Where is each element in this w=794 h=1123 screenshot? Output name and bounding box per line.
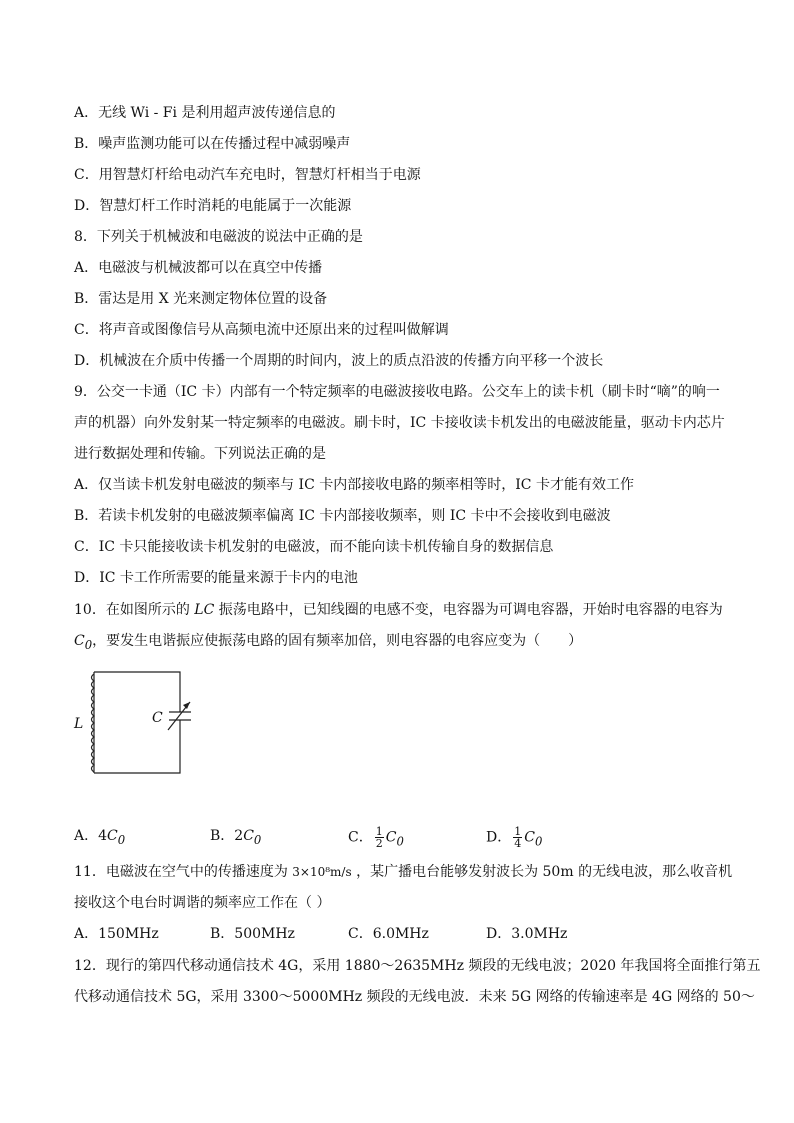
q11-stem-line-2: 接收这个电台时调谐的频率应工作在（ ） [74,895,331,911]
fraction-one-quarter: $\frac{1}{4}$ [514,825,522,850]
q8-option-c: C．将声音或图像信号从高频电流中还原出来的过程叫做解调 [74,322,449,338]
q10-option-c: C． $\frac{1}{2}$ $C_0$ [348,825,404,850]
fraction-one-half: $\frac{1}{2}$ [375,825,383,850]
q11-option-d: D．3.0MHz [486,926,568,942]
q9-option-b: B．若读卡机发射的电磁波频率偏离 IC 卡内部接收频率，则 IC 卡中不会接收到电磁波 [74,508,611,524]
q9-option-c: C．IC 卡只能接收读卡机发射的电磁波，而不能向读卡机传输自身的数据信息 [74,539,554,555]
q9-stem-line-2: 声的机器）向外发射某一特定频率的电磁波。刷卡时，IC 卡接收读卡机发出的电磁波能量，驱动卡内芯片 [74,415,725,431]
capacitor-label: C [152,710,163,726]
q8-stem: 8．下列关于机械波和电磁波的说法中正确的是 [74,229,363,245]
q8-option-b: B．雷达是用 X 光来测定物体位置的设备 [74,291,328,307]
q9-option-d: D．IC 卡工作所需要的能量来源于卡内的电池 [74,570,358,586]
arrow-head-icon [183,702,190,709]
q10-option-d: D． $\frac{1}{4}$ $C_0$ [486,825,543,850]
q9-option-a: A．仅当读卡机发射电磁波的频率与 IC 卡内部接收电路的频率相等时，IC 卡才能有效工作 [74,477,634,493]
q7-option-c: C．用智慧灯杆给电动汽车充电时，智慧灯杆相当于电源 [74,167,421,183]
q11-option-a: A．150MHz [74,926,159,942]
q8-option-d: D．机械波在介质中传播一个周期的时间内，波上的质点沿波的传播方向平移一个波长 [74,353,604,369]
inductor-label: L [74,716,84,732]
q10-option-a: A．$4C_0$ [74,828,126,847]
circuit-wire-top [94,672,180,712]
q10-option-b: B．$2C_0$ [210,828,262,847]
q9-stem-line-3: 进行数据处理和传输。下列说法正确的是 [74,446,326,462]
q11-option-b: B．500MHz [210,926,295,942]
q12-stem-line-1: 12．现行的第四代移动通信技术 4G，采用 1880～2635MHz 频段的无线电波；2020 年我国将全面推行第五 [74,958,761,974]
q9-stem-line-1: 9．公交一卡通（IC 卡）内部有一个特定频率的电磁波接收电路。公交车上的读卡机（刷卡时“嘀”的响一 [74,384,720,400]
q11-stem-line-1: 11．电磁波在空气中的传播速度为 3×10⁸m/s ，某广播电台能够发射波长为 50m 的无线电波，那么收音机 [74,864,733,880]
lc-circuit-diagram [70,660,210,785]
q8-option-a: A．电磁波与机械波都可以在真空中传播 [74,260,323,276]
q10-stem-line-1: 10．在如图所示的 LC 振荡电路中，已知线圈的电感不变，电容器为可调电容器，开始时电容器的电容为 [74,602,723,618]
q7-option-a: A．无线 Wi - Fi 是利用超声波传递信息的 [74,105,336,121]
q7-option-d: D．智慧灯杆工作时消耗的电能属于一次能源 [74,198,352,214]
q12-stem-line-2: 代移动通信技术 5G，采用 3300～5000MHz 频段的无线电波．未来 5G 网络的传输速率是 4G 网络的 50～ [74,989,755,1005]
q11-option-c: C．6.0MHz [348,926,429,942]
q7-option-b: B．噪声监测功能可以在传播过程中减弱噪声 [74,136,351,152]
inductor-coil-icon [92,674,95,772]
circuit-wire-bottom [94,720,180,773]
q10-stem-line-2: $C_0$，要发生电谐振应使振荡电路的固有频率加倍，则电容器的电容应变为（ ） [74,633,583,652]
